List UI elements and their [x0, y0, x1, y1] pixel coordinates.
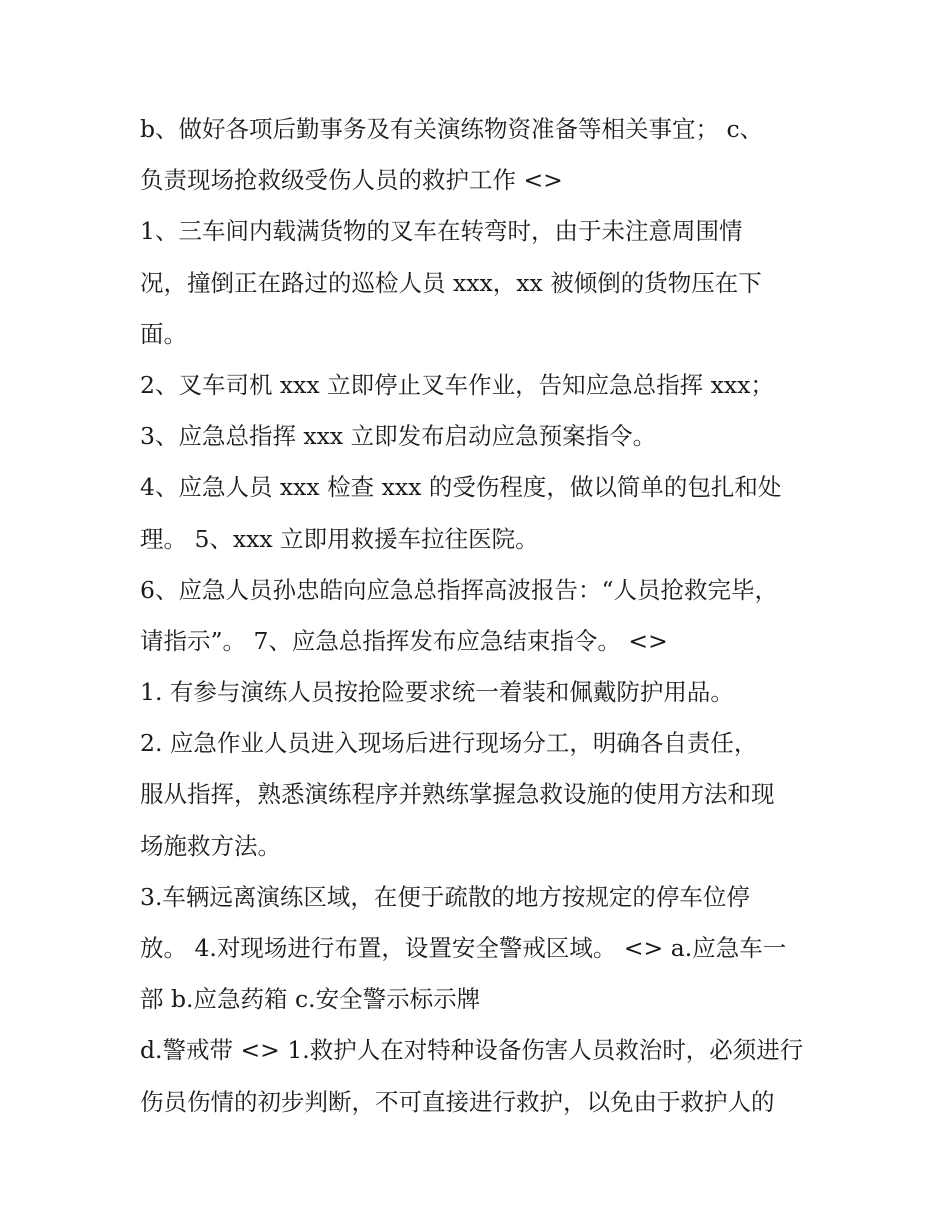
text-line: 2. 应急作业人员进入现场后进行现场分工，明确各自责任，	[140, 729, 758, 758]
text-line: 1. 有参与演练人员按抢险要求统一着装和佩戴防护用品。	[140, 678, 734, 707]
document-body	[140, 104, 820, 1128]
text-line: 6、应急人员孙忠皓向应急总指挥高波报告：“人员抢救完毕，	[140, 575, 778, 604]
text-line: 请指示”。 7、应急总指挥发布应急结束指令。 <>	[140, 626, 668, 655]
text-line: 3、应急总指挥 xxx 立即发布启动应急预案指令。	[140, 422, 657, 451]
text-line: 2、叉车司机 xxx 立即停止叉车作业，告知应急总指挥 xxx；	[140, 370, 774, 399]
text-line: 1、三车间内载满货物的叉车在转弯时，由于未注意周围情	[140, 217, 743, 246]
text-line: 服从指挥，熟悉演练程序并熟练掌握急救设施的使用方法和现	[140, 780, 775, 809]
text-line: d.警戒带 <> 1.救护人在对特种设备伤害人员救治时，必须进行	[140, 1036, 804, 1065]
text-line: b、做好各项后勤事务及有关演练物资准备等相关事宜； c、	[140, 115, 764, 143]
text-line: 伤员伤情的初步判断，不可直接进行救护，以免由于救护人的	[140, 1087, 775, 1116]
text-line: 场施救方法。	[140, 831, 281, 860]
text-line: 负责现场抢救级受伤人员的救护工作 <>	[140, 166, 563, 195]
text-line: 部 b.应急药箱 c.安全警示标示牌	[140, 985, 481, 1014]
text-line: 放。 4.对现场进行布置，设置安全警戒区域。 <> a.应急车一	[140, 934, 787, 962]
text-line: 况，撞倒正在路过的巡检人员 xxx，xx 被倾倒的货物压在下	[140, 268, 762, 297]
text-line: 3.车辆远离演练区域，在便于疏散的地方按规定的停车位停	[140, 882, 750, 911]
text-line: 理。 5、xxx 立即用救援车拉往医院。	[140, 524, 539, 553]
text-line: 4、应急人员 xxx 检查 xxx 的受伤程度，做以简单的包扎和处	[140, 473, 782, 502]
text-line: 面。	[140, 319, 187, 348]
